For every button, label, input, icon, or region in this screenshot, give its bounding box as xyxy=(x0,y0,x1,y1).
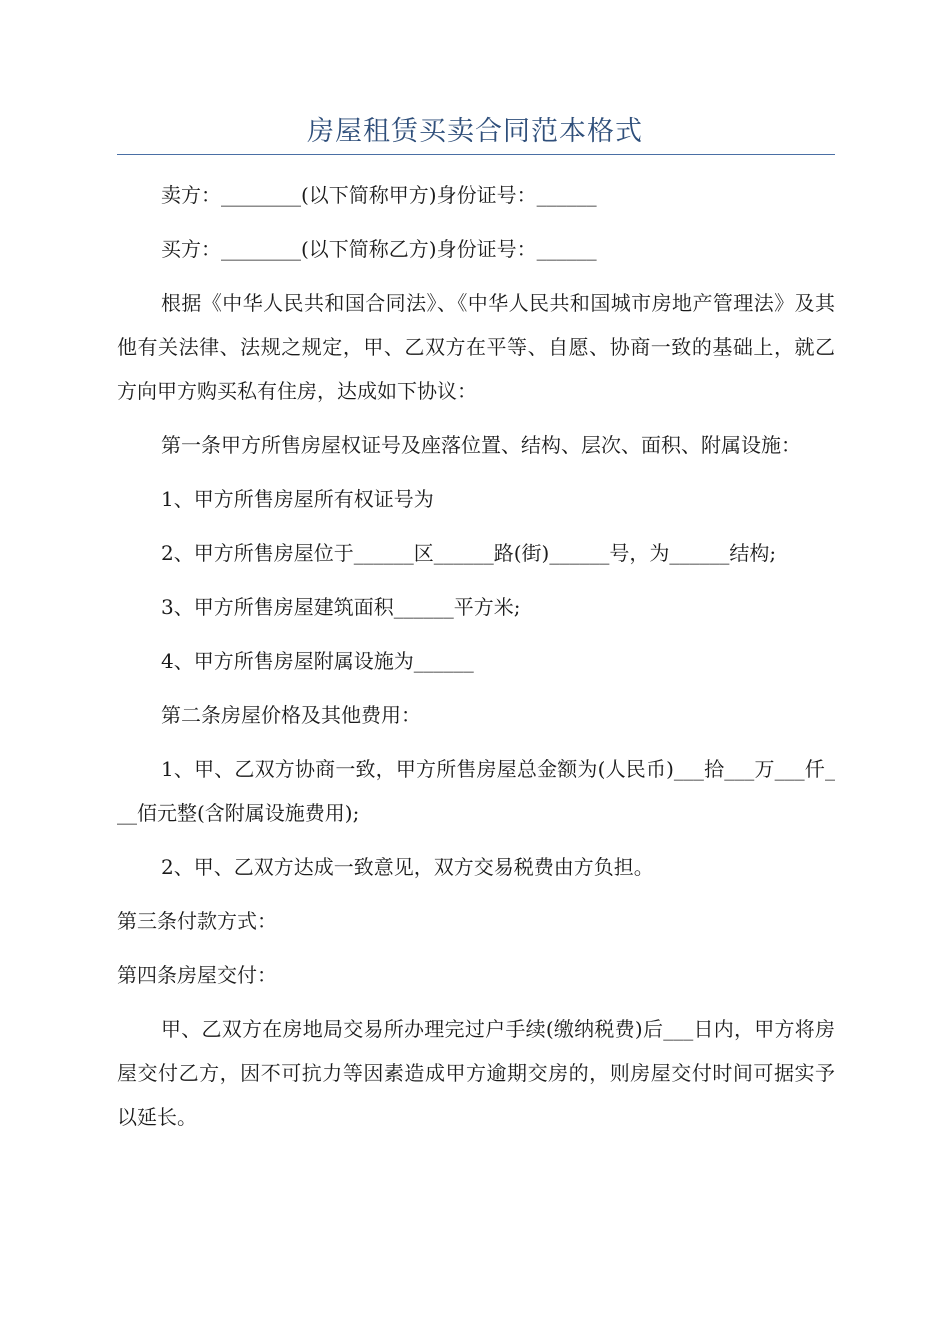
article-1-item-4: 4、甲方所售房屋附属设施为______ xyxy=(161,649,474,673)
title-underline xyxy=(117,154,835,155)
document-title: 房屋租赁买卖合同范本格式 xyxy=(307,116,643,147)
document-body xyxy=(117,173,835,1139)
article-1-item-1: 1、甲方所售房屋所有权证号为 xyxy=(161,487,434,511)
article-1-heading: 第一条甲方所售房屋权证号及座落位置、结构、层次、面积、附属设施： xyxy=(161,433,801,457)
article-4-paragraph: 甲、乙双方在房地局交易所办理完过户手续(缴纳税费)后___日内，甲方将房屋交付乙方，因不可抗力等因素造成甲方逾期交房的，则房屋交付时间可据实予以延长。 xyxy=(117,1017,835,1129)
article-1-item-3: 3、甲方所售房屋建筑面积______平方米; xyxy=(161,595,521,619)
buyer-line: 买方：________(以下简称乙方)身份证号：______ xyxy=(161,237,597,261)
article-4-heading: 第四条房屋交付： xyxy=(117,963,277,987)
article-2-heading: 第二条房屋价格及其他费用： xyxy=(161,703,421,727)
preamble-paragraph: 根据《中华人民共和国合同法》、《中华人民共和国城市房地产管理法》及其他有关法律、法规之规定，甲、乙双方在平等、自愿、协商一致的基础上，就乙方向甲方购买私有住房，达成如下协议： xyxy=(117,291,835,403)
article-2-item-2: 2、甲、乙双方达成一致意见，双方交易税费由方负担。 xyxy=(161,855,654,879)
article-1-item-2: 2、甲方所售房屋位于______区______路(街)______号，为______结构; xyxy=(161,541,777,565)
article-2-item-1: 1、甲、乙双方协商一致，甲方所售房屋总金额为(人民币)___拾___万___仟___佰元整(含附属设施费用); xyxy=(117,757,835,825)
article-3-heading: 第三条付款方式： xyxy=(117,909,277,933)
seller-line: 卖方：________(以下简称甲方)身份证号：______ xyxy=(161,183,597,207)
